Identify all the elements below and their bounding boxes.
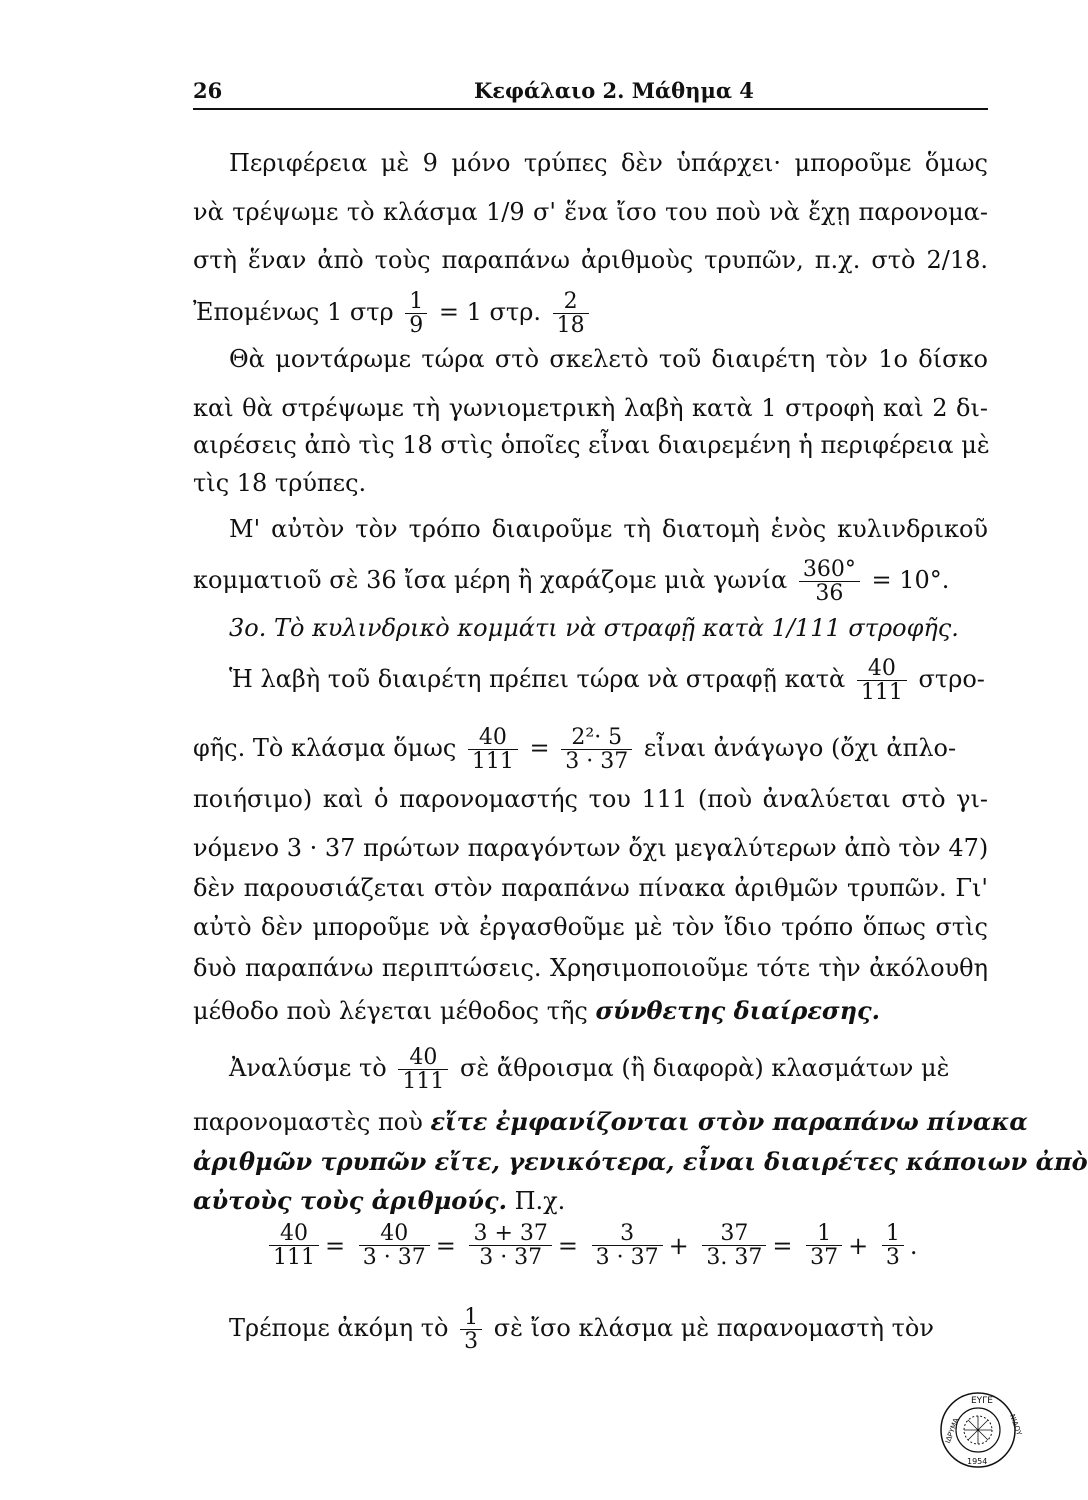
- numerator: 40: [857, 657, 907, 681]
- text-segment: εἶναι ἀνάγωγο (ὄχι ἀπλο-: [643, 734, 957, 762]
- header-rule: [193, 108, 988, 110]
- fraction: [405, 290, 427, 337]
- seal-text-top: ΕΥΓΕ: [971, 1396, 993, 1406]
- denominator: 3 · 37: [565, 749, 629, 774]
- seal-text-left: ΙΔΡΥΜΑ: [943, 1417, 961, 1445]
- fraction: [359, 1222, 430, 1269]
- fraction: [702, 1222, 766, 1269]
- denominator: 3: [464, 1329, 479, 1354]
- formula-line: [193, 1305, 988, 1353]
- text-line: αιρέσεις ἀπὸ τὶς 18 στὶς ὁποῖες εἶναι διαιρεμένη ἡ περιφέρεια μὲ: [193, 431, 990, 459]
- numerator: 40: [269, 1222, 319, 1246]
- text-segment: σὲ ἄθροισμα (ἢ διαφορὰ) κλασμάτων μὲ: [459, 1054, 950, 1082]
- emphasis: αὐτοὺς τοὺς ἀριθμούς.: [193, 1186, 507, 1215]
- numerator: 1: [460, 1306, 482, 1330]
- text-segment: Ἀναλύσμε τὸ: [229, 1054, 387, 1082]
- emphasis-line: ἀριθμῶν τρυπῶν εἴτε, γενικότερα, εἶναι διαιρέτες κάποιων ἀπὸ: [193, 1147, 1088, 1176]
- text-segment: = 1 στρ.: [438, 298, 541, 327]
- fraction: [468, 726, 518, 773]
- fraction: [460, 1306, 482, 1353]
- text-line: καὶ θὰ στρέψωμε τὴ γωνιομετρικὴ λαβὴ κατὰ 1 στροφὴ καὶ 2 δι-: [193, 394, 988, 422]
- text-segment: παρονομαστὲς ποὺ: [193, 1108, 423, 1136]
- text-segment: στρο-: [918, 665, 985, 693]
- numerator: 3: [592, 1222, 663, 1246]
- decomposition-equation: $\frac{40}{111}$ = $\frac{40}{3 \cdot 37}$ = $\frac{3 + 37}{3 \cdot 37}$ = $\frac{3}{3 \cdot 37}$ + $\frac{37}{3. 37}$ = $\frac{1}{37}$ + $\frac{1}{3}$ .: [265, 1222, 945, 1269]
- fraction: [469, 1222, 551, 1269]
- chapter-title: Κεφάλαιο 2. Μάθημα 4: [474, 78, 754, 103]
- numerator: 1: [405, 290, 427, 314]
- denominator: 111: [402, 1069, 445, 1094]
- denominator: 111: [273, 1245, 315, 1271]
- text-segment: σὲ ἴσο κλάσμα μὲ παρανομαστὴ τὸν: [493, 1314, 934, 1342]
- numerator: 40: [398, 1046, 448, 1070]
- text-segment: μέθοδο ποὺ λέγεται μέθοδος τῆς: [193, 997, 588, 1025]
- formula-line: [193, 557, 988, 605]
- fraction: [553, 290, 589, 337]
- text-line: [193, 1186, 988, 1216]
- foundation-seal-icon: [938, 1390, 1024, 1470]
- formula-line: φῆς. Τὸ κλάσμα ὅμως $\frac{40}{111}$ = $\frac{\text{2²· 5}}{3 \cdot 37}$ εἶναι ἀνάγωγο (ὄχι ἀπλο-: [193, 724, 957, 774]
- emphasis: εἴτε ἐμφανίζονται στὸν παραπάνω πίνακα: [430, 1107, 1028, 1136]
- fraction: [799, 558, 860, 605]
- numerator: 2: [553, 290, 589, 314]
- text-line: αὐτὸ δὲν μποροῦμε νὰ ἐργασθοῦμε μὲ τὸν ἴδιο τρόπο ὅπως στὶς: [193, 913, 988, 941]
- fraction: [398, 1046, 448, 1093]
- formula-line: [193, 656, 988, 704]
- text-line: δὲν παρουσιάζεται στὸν παραπάνω πίνακα ἀριθμῶν τρυπῶν. Γι': [193, 874, 988, 902]
- denominator: 3. 37: [706, 1245, 763, 1271]
- text-line: στὴ ἕναν ἀπὸ τοὺς παραπάνω ἀριθμοὺς τρυπῶν, π.χ. στὸ 2/18.: [193, 246, 988, 274]
- denominator: 36: [815, 581, 844, 606]
- formula-line: [193, 290, 988, 337]
- denominator: 9: [409, 313, 424, 339]
- fraction: [561, 726, 632, 773]
- denominator: 111: [471, 749, 514, 774]
- text-line: δυὸ παραπάνω περιπτώσεις. Χρησιμοποιοῦμε τότε τὴν ἀκόλουθη: [193, 954, 988, 982]
- seal-text-right: ΝΙΔΟΥ: [1008, 1413, 1024, 1437]
- denominator: 3: [885, 1245, 900, 1271]
- denominator: 3 · 37: [595, 1245, 659, 1271]
- text-segment: = 10°.: [871, 566, 950, 594]
- numerator: 1: [806, 1222, 842, 1246]
- seal-year: 1954: [967, 1457, 988, 1466]
- text-line: Θὰ μοντάρωμε τώρα στὸ σκελετὸ τοῦ διαιρέτη τὸν 1ο δίσκο: [229, 345, 988, 373]
- text-line: νόμενο 3 · 37 πρώτων παραγόντων ὄχι μεγαλύτερων ἀπὸ τὸν 47): [193, 834, 989, 862]
- text-segment: Ἐπομένως 1 στρ: [193, 298, 394, 327]
- numerator: 360°: [799, 558, 860, 582]
- text-segment: κομματιοῦ σὲ 36 ἴσα μέρη ἢ χαράζομε μιὰ γωνία: [193, 566, 788, 594]
- page-number: 26: [193, 78, 223, 103]
- text-segment: Τρέπομε ἀκόμη τὸ: [229, 1314, 449, 1342]
- text-line: [193, 1107, 1028, 1137]
- denominator: 18: [556, 313, 585, 339]
- numerator: 2²· 5: [561, 726, 632, 750]
- text-segment: Π.χ.: [514, 1187, 566, 1215]
- fraction: [857, 657, 907, 704]
- formula-line: [193, 1045, 988, 1093]
- section-heading: 3ο. Τὸ κυλινδρικὸ κομμάτι νὰ στραφῇ κατὰ 1/111 στροφῆς.: [229, 614, 959, 642]
- text-segment: φῆς. Τὸ κλάσμα ὅμως: [193, 734, 457, 762]
- emphasis: σύνθετης διαίρεσης.: [595, 996, 881, 1025]
- fraction: [806, 1222, 842, 1269]
- denominator: 37: [810, 1245, 839, 1271]
- denominator: 3 · 37: [362, 1245, 426, 1271]
- text-line: νὰ τρέψωμε τὸ κλάσμα 1/9 σ' ἕνα ἴσο του ποὺ νὰ ἔχῃ παρονομα-: [193, 198, 988, 226]
- fraction: [592, 1222, 663, 1269]
- numerator: 40: [468, 726, 518, 750]
- text-line: τὶς 18 τρύπες.: [193, 469, 367, 497]
- running-header: [193, 74, 988, 114]
- text-line: Περιφέρεια μὲ 9 μόνο τρύπες δὲν ὑπάρχει· μποροῦμε ὅμως: [229, 149, 988, 177]
- text-line: ποιήσιμο) καὶ ὁ παρονομαστής του 111 (ποὺ ἀναλύεται στὸ γι-: [193, 785, 988, 813]
- text-segment: Ἡ λαβὴ τοῦ διαιρέτη πρέπει τώρα νὰ στραφῇ κατὰ: [229, 665, 846, 693]
- denominator: 3 · 37: [479, 1245, 543, 1271]
- numerator: 40: [359, 1222, 430, 1246]
- denominator: 111: [860, 680, 903, 705]
- numerator: 3 + 37: [469, 1222, 551, 1246]
- fraction: [269, 1222, 319, 1269]
- numerator: 1: [882, 1222, 904, 1246]
- text-line: [193, 996, 988, 1026]
- numerator: 37: [702, 1222, 766, 1246]
- fraction: [882, 1222, 904, 1269]
- text-line: Μ' αὐτὸν τὸν τρόπο διαιροῦμε τὴ διατομὴ ἑνὸς κυλινδρικοῦ: [229, 515, 988, 543]
